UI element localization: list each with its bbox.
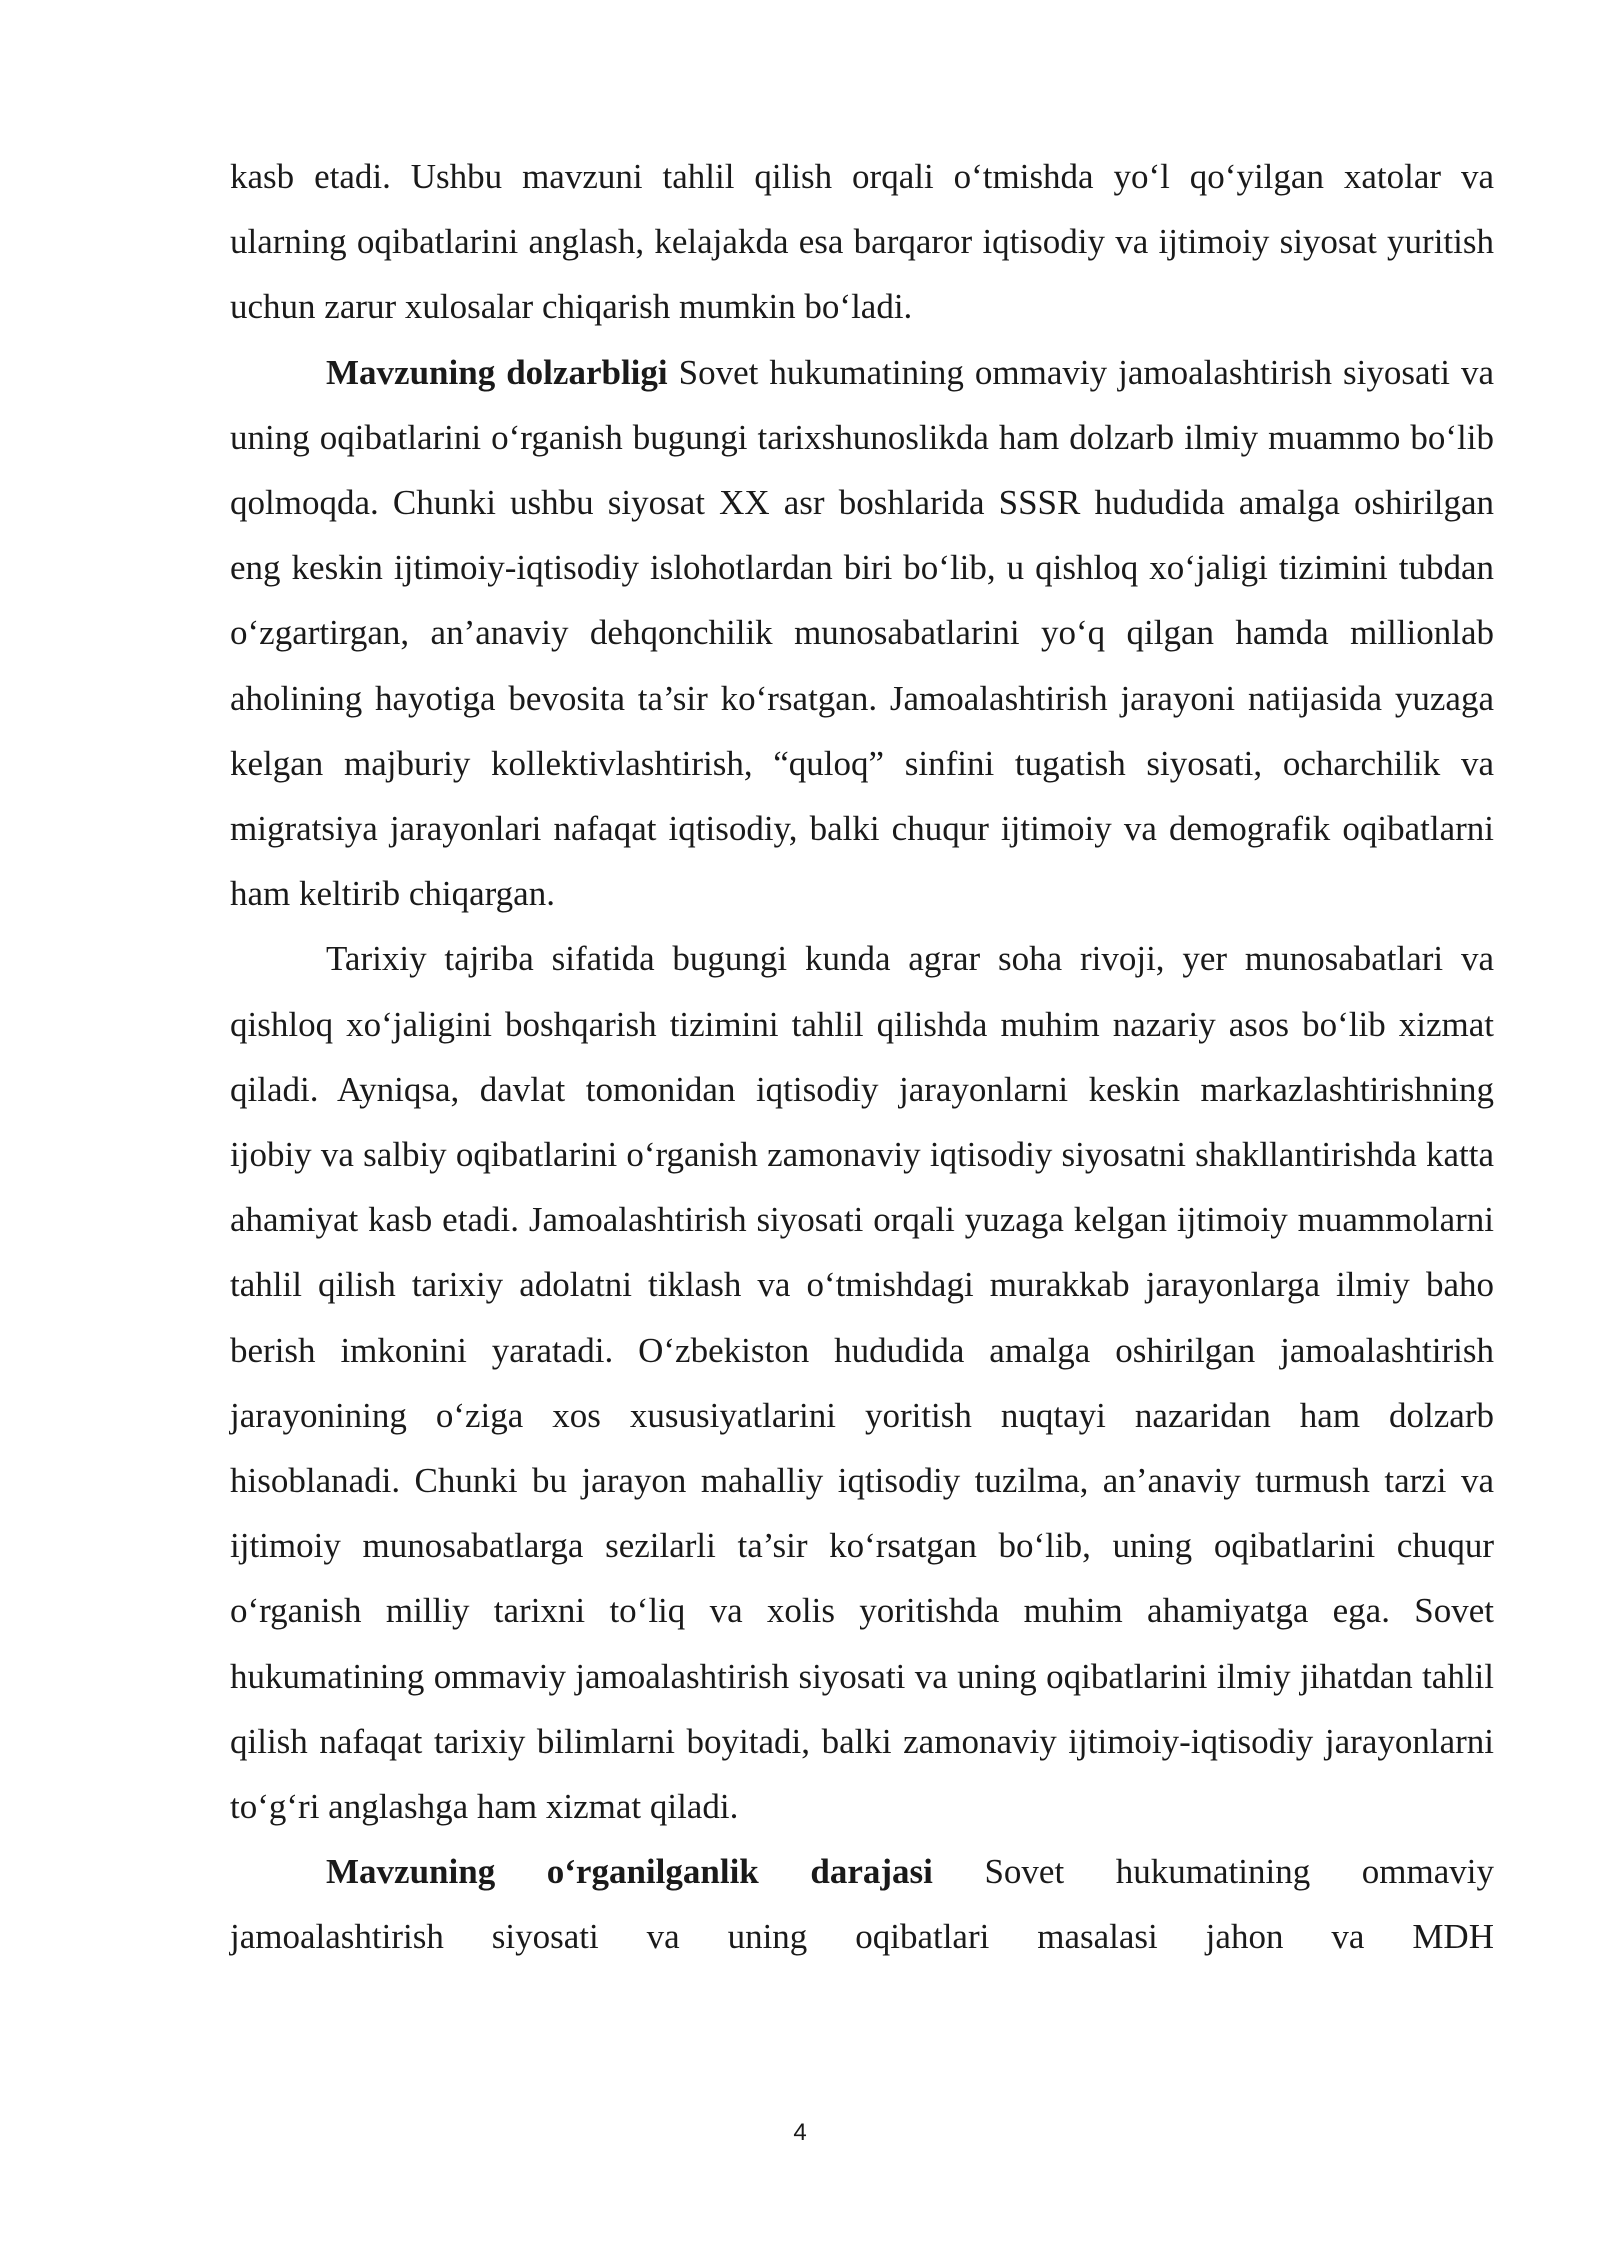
paragraph-text: Sovet hukumatining ommaviy jamoalashtirish siyosati va uning oqibatlari masalasi jahon va MDH [230, 1852, 1494, 1957]
section-heading: Mavzuning o‘rganilganlik darajasi [326, 1852, 933, 1892]
paragraph-tarixiy-tajriba [230, 926, 1494, 1839]
paragraph-text: Sovet hukumatining ommaviy jamoalashtirish siyosati va uning oqibatlarini o‘rganish bugungi tarixshunoslikda ham dolzarb ilmiy muammo bo‘lib qolmoqda. Chunki ushbu siyosat XX asr boshlarida SSSR hududida amalga oshirilgan eng keskin ijtimoiy-iqtisodiy islohotlardan biri bo‘lib, u qishloq xo‘jaligi tizimini tubdan o‘zgartirgan, an’anaviy dehqonchilik munosabatlarini yo‘q qilgan hamda millionlab aholining hayotiga bevosita ta’sir ko‘rsatgan. Jamoalashtirish jarayoni natijasida yuzaga kelgan majburiy kollektivlashtirish, “quloq” sinfini tugatish siyosati, ocharchilik va migratsiya jarayonlari nafaqat iqtisodiy, balki chuqur ijtimoiy va demografik oqibatlarni ham keltirib chiqargan. [230, 352, 1494, 914]
paragraph-organilganlik [230, 1839, 1494, 1969]
page-number: 4 [793, 2119, 807, 2146]
document-body [230, 144, 1494, 1970]
paragraph-text: Tarixiy tajriba sifatida bugungi kunda agrar soha rivoji, yer munosabatlari va qishloq xo‘jaligini boshqarish tizimini tahlil qilishda muhim nazariy asos bo‘lib xizmat qiladi. Ayniqsa, davlat tomonidan iqtisodiy jarayonlarni keskin markazlashtirishning ijobiy va salbiy oqibatlarini o‘rganish zamonaviy iqtisodiy siyosatni shakllantirishda katta ahamiyat kasb etadi. Jamoalashtirish siyosati orqali yuzaga kelgan ijtimoiy muammolarni tahlil qilish tarixiy adolatni tiklash va o‘tmishdagi murakkab jarayonlarga ilmiy baho berish imkonini yaratadi. O‘zbekiston hududida amalga oshirilgan jamoalashtirish jarayonining o‘ziga xos xususiyatlarini yoritish nuqtayi nazaridan ham dolzarb hisoblanadi. Chunki bu jarayon mahalliy iqtisodiy tuzilma, an’anaviy turmush tarzi va ijtimoiy munosabatlarga sezilarli ta’sir ko‘rsatgan bo‘lib, uning oqibatlarini chuqur o‘rganish milliy tarixni to‘liq va xolis yoritishda muhim ahamiyatga ega. Sovet hukumatining ommaviy jamoalashtirish siyosati va uning oqibatlarini ilmiy jihatdan tahlil qilish nafaqat tarixiy bilimlarni boyitadi, balki zamonaviy ijtimoiy-iqtisodiy jarayonlarni to‘g‘ri anglashga ham xizmat qiladi. [230, 939, 1494, 1827]
section-heading: Mavzuning dolzarbligi [326, 352, 668, 392]
paragraph-continuation [230, 144, 1494, 340]
paragraph-dolzarbligi [230, 340, 1494, 927]
paragraph-text: kasb etadi. Ushbu mavzuni tahlil qilish orqali o‘tmishda yo‘l qo‘yilgan xatolar va ularning oqibatlarini anglash, kelajakda esa barqaror iqtisodiy va ijtimoiy siyosat yuritish uchun zarur xulosalar chiqarish mumkin bo‘ladi. [230, 157, 1494, 327]
